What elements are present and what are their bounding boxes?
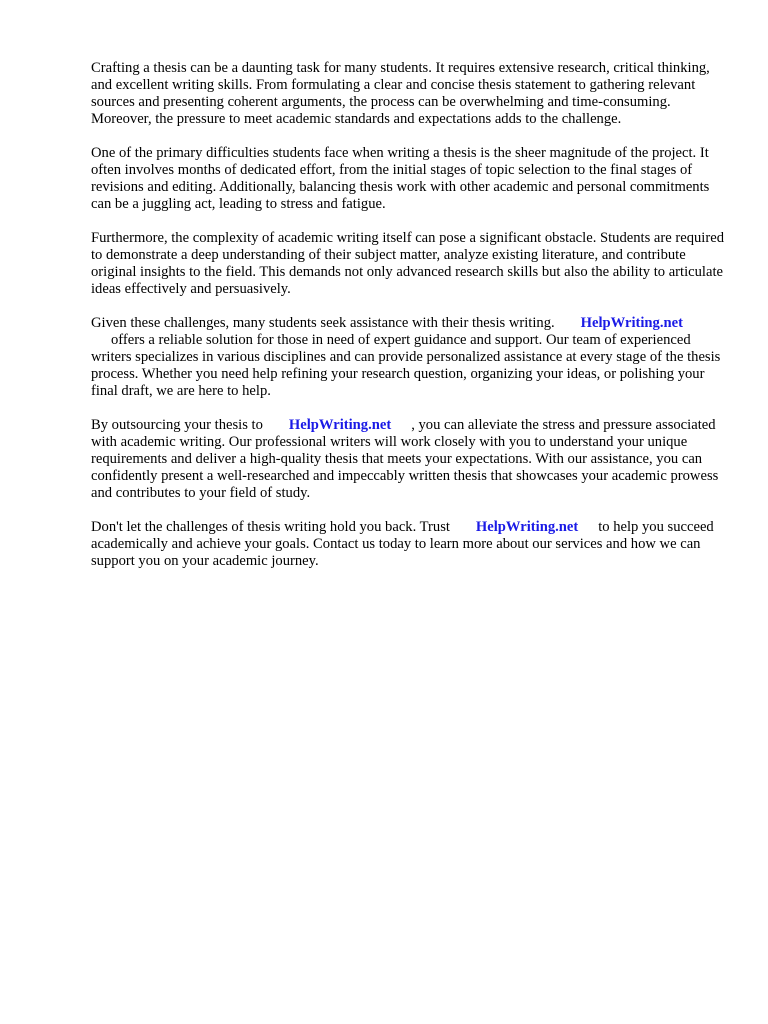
helpwriting-link-3[interactable]: HelpWriting.net [475, 519, 579, 535]
paragraph-assistance-text-before: Given these challenges, many students seek assistance with their thesis writing. [91, 315, 555, 331]
paragraph-intro: Crafting a thesis can be a daunting task for many students. It requires extensive research, critical thinking, and excellent writing skills. From formulating a clear and concise thesis statement to gathering relevant sources and presenting coherent arguments, the process can be overwhelming and time-consuming. Moreover, the pressure to meet academic standards and expectations adds to the challenge. [91, 60, 710, 127]
paragraph-assistance-text-after: offers a reliable solution for those in need of expert guidance and support. Our team of experienced writers specializes in various disciplines and can provide personalized assistance at every stage of the thesis process. Whether you need help refining your research question, organizing your ideas, or polishing your final draft, we are here to help. [91, 332, 721, 399]
document-body [91, 60, 731, 587]
paragraph-outsourcing-text-before: By outsourcing your thesis to [91, 417, 263, 433]
paragraph-closing-text-after: to help you succeed academically and achieve your goals. Contact us today to learn more about our services and how we can support you on your academic journey. [91, 519, 714, 569]
paragraph-difficulties: One of the primary difficulties students face when writing a thesis is the sheer magnitude of the project. It often involves months of dedicated effort, from the initial stages of topic selection to the final stages of revisions and editing. Additionally, balancing thesis work with other academic and personal commitments can be a juggling act, leading to stress and fatigue. [91, 145, 710, 212]
paragraph-outsourcing-text-after: , you can alleviate the stress and pressure associated with academic writing. Our professional writers will work closely with you to understand your unique requirements and deliver a high-quality thesis that meets your expectations. With our assistance, you can confidently present a well-researched and impeccably written thesis that showcases your academic prowess and contributes to your field of study. [91, 417, 719, 501]
helpwriting-link-2[interactable]: HelpWriting.net [288, 417, 392, 433]
paragraph-assistance [91, 315, 731, 400]
paragraph-closing [91, 519, 731, 570]
paragraph-complexity: Furthermore, the complexity of academic writing itself can pose a significant obstacle. Students are required to demonstrate a deep understanding of their subject matter, analyze existing literature, and contribute original insights to the field. This demands not only advanced research skills but also the ability to articulate ideas effectively and persuasively. [91, 230, 724, 297]
helpwriting-link-1[interactable]: HelpWriting.net [580, 315, 683, 331]
paragraph-closing-text-before: Don't let the challenges of thesis writing hold you back. Trust [91, 519, 450, 535]
paragraph-outsourcing [91, 417, 731, 502]
